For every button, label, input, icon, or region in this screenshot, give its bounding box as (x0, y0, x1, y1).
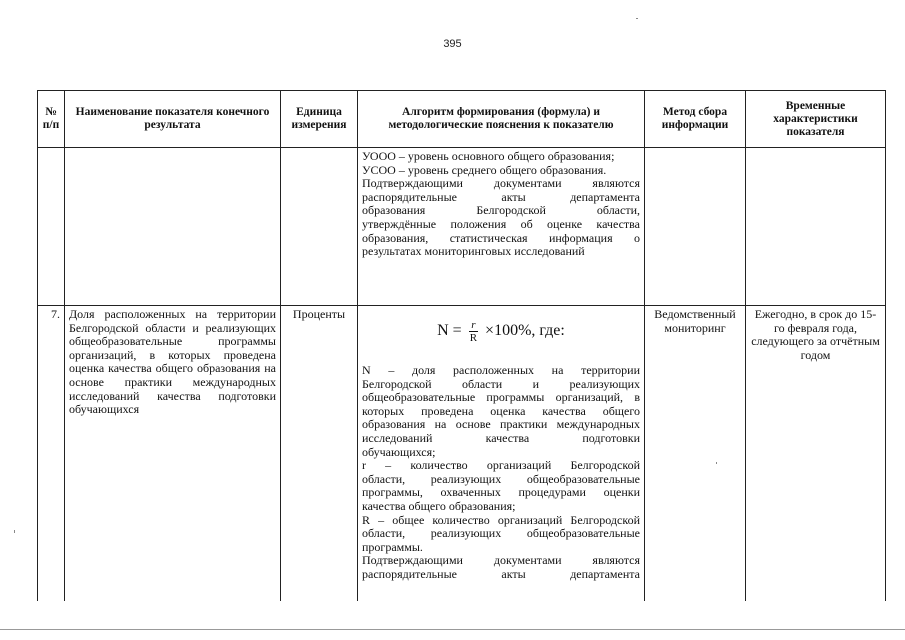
algo-line: R – общее количество организаций Белгородской (362, 512, 640, 527)
header-name: Наименование показателя конечного результата (65, 91, 281, 148)
header-time: Временные характеристики показателя (746, 91, 886, 148)
scan-speck (716, 462, 717, 464)
algo-line: УСОО – уровень среднего общего образования. (362, 162, 607, 177)
algo-line: области, реализующих общеобразовательные (362, 526, 640, 541)
cell-unit: Проценты (281, 306, 358, 602)
table-row-continuation (38, 148, 886, 306)
algo-line: исследований качества подготовки (362, 430, 640, 445)
algo-line: качества общего образования; (362, 498, 516, 513)
cell-name (65, 148, 281, 306)
algo-line: результатах мониторинговых исследований (362, 244, 585, 259)
algo-line: УООО – уровень основного общего образования; (362, 149, 615, 163)
algo-line: образования на основе практики международных (362, 417, 640, 432)
algo-line: общеобразовательные программы организаций, в (362, 390, 640, 405)
algo-line: Подтверждающими документами являются (362, 553, 640, 568)
formula (362, 316, 640, 346)
cell-method: Ведомственный мониторинг (645, 306, 746, 602)
table-header-row (38, 91, 886, 148)
algo-line: утверждённые положения об оценке качества (362, 216, 640, 231)
cell-name: Доля расположенных на территории Белгородской области и реализующих общеобразовательные программы организаций, в которых проведена оценка качества общего образования на основе практики международных исследований качества подготовки обучающихся (65, 306, 281, 602)
cell-unit (281, 148, 358, 306)
formula-lhs: N = (437, 322, 462, 340)
cell-time: Ежегодно, в срок до 15-го февраля года, следующего за отчётным годом (746, 306, 886, 602)
cell-time (746, 148, 886, 306)
formula-numerator: r (471, 318, 476, 331)
algo-line: области, реализующих общеобразовательные (362, 471, 640, 486)
table-row-7 (38, 306, 886, 602)
algo-line: программы, охваченных процедурами оценки (362, 485, 640, 500)
algo-line: обучающихся; (362, 444, 436, 459)
header-unit: Единица измерения (281, 91, 358, 148)
formula-fraction (468, 319, 479, 344)
header-num: № п/п (38, 91, 65, 148)
formula-denominator: R (469, 331, 478, 344)
bottom-scan-line (0, 629, 905, 630)
cell-num (38, 148, 65, 306)
cell-algorithm (358, 306, 645, 602)
algo-line: программы. (362, 539, 423, 554)
algo-line: распорядительные акты департамента (362, 189, 640, 204)
algo-line: N – доля расположенных на территории (362, 363, 640, 377)
scan-speck (14, 530, 15, 533)
cell-algorithm (358, 148, 645, 306)
algo-line: распорядительные акты департамента (362, 566, 640, 581)
header-algorithm: Алгоритм формирования (формула) и методологические пояснения к показателю (358, 91, 645, 148)
algo-line: Белгородской области и реализующих (362, 376, 640, 391)
scan-speck (636, 18, 638, 19)
indicator-table (37, 90, 886, 601)
algo-line: образования Белгородской области, (362, 203, 640, 218)
cell-method (645, 148, 746, 306)
page-number: 395 (443, 38, 462, 50)
algo-line: образования, статистическая информация о (362, 230, 640, 245)
cell-num: 7. (38, 306, 65, 602)
algo-line: которых проведена оценка качества общего (362, 403, 640, 418)
formula-rhs: ×100%, где: (485, 322, 565, 340)
algo-line: r – количество организаций Белгородской (362, 458, 640, 473)
header-method: Метод сбора информации (645, 91, 746, 148)
algo-line: Подтверждающими документами являются (362, 176, 640, 191)
